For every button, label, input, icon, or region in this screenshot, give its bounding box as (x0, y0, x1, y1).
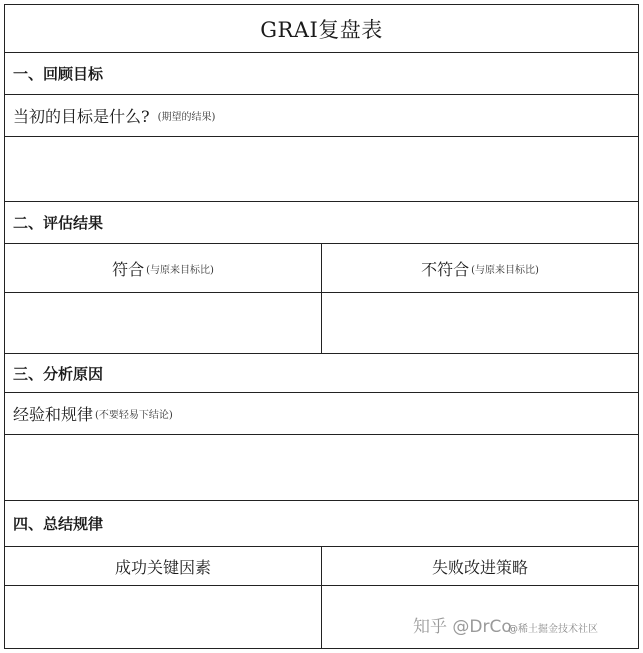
section3-heading-row (5, 354, 638, 393)
section2-heading: 二、评估结果 (13, 214, 104, 232)
watermark (413, 612, 598, 637)
section1-question-row (5, 95, 638, 137)
section1-answer-cell[interactable] (5, 137, 638, 202)
section2-col-right-note: (与原来目标比) (471, 264, 539, 276)
watermark-main: 知乎 @DrCo (413, 617, 512, 637)
section4-heading: 四、总结规律 (13, 515, 104, 533)
section4-left-answer-cell[interactable] (5, 586, 322, 648)
section3-note: (不要轻易下结论) (95, 410, 173, 421)
grai-review-table (4, 4, 639, 649)
section1-heading-row (5, 53, 638, 95)
section4-heading-row (5, 501, 638, 547)
section2-col-right-label: 不符合 (421, 259, 470, 279)
section2-col-left-label: 符合 (112, 259, 145, 279)
section4-col-right-label: 失败改进策略 (431, 557, 528, 577)
section1-note: (期望的结果) (157, 112, 216, 123)
section2-col-left-note: (与原来目标比) (146, 264, 214, 276)
section2-heading-row (5, 202, 638, 244)
section1-question: 当初的目标是什么? (13, 107, 150, 126)
section2-left-answer-cell[interactable] (5, 293, 322, 353)
section4-col-right-header (322, 547, 638, 585)
page-title: GRAI复盘表 (260, 17, 383, 42)
section3-answer-cell[interactable] (5, 435, 638, 501)
section4-columns-row (5, 547, 638, 586)
section3-question-row (5, 393, 638, 435)
section3-heading: 三、分析原因 (13, 364, 104, 383)
section2-columns-row (5, 244, 638, 293)
watermark-small: @稀土掘金技术社区 (508, 624, 598, 635)
section4-col-left-label: 成功关键因素 (114, 557, 211, 577)
section2-col-left-header (5, 244, 322, 292)
section2-right-answer-cell[interactable] (322, 293, 638, 353)
table-title-row (5, 5, 638, 53)
section1-heading: 一、回顾目标 (13, 65, 104, 83)
section2-answer-row (5, 293, 638, 354)
section2-col-right-header (322, 244, 638, 292)
section3-question: 经验和规律 (13, 405, 94, 424)
section4-col-left-header (5, 547, 322, 585)
section4-answer-row (5, 586, 638, 648)
